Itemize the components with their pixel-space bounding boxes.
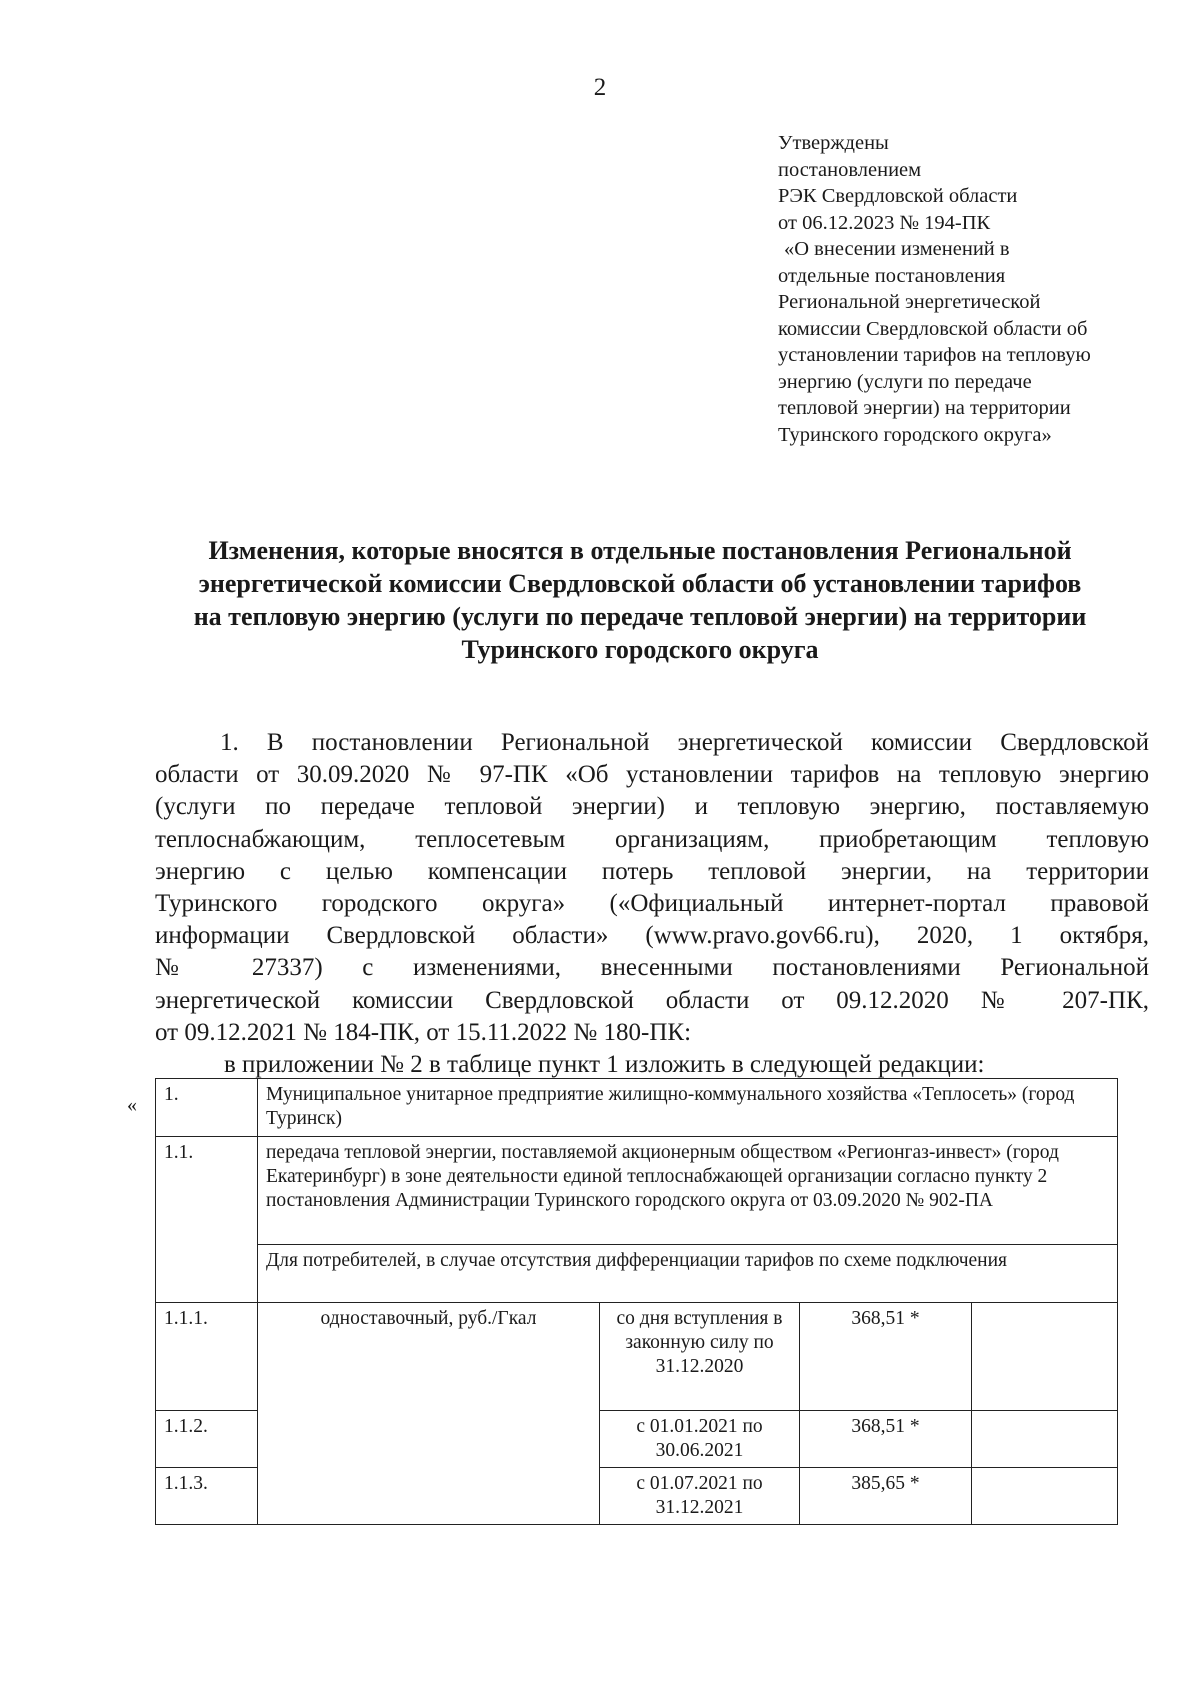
approval-line: «О внесении изменений в xyxy=(784,238,1010,260)
title-line: Изменения, которые вносятся в отдельные постановления Региональной xyxy=(208,536,1072,565)
table-row xyxy=(156,1137,1118,1245)
tariff-table xyxy=(155,1078,1118,1525)
table-intro: в приложении № 2 в таблице пункт 1 изложить в следующей редакции: xyxy=(224,1051,985,1078)
tariff-value: 385,65 * xyxy=(800,1468,972,1525)
table-row xyxy=(156,1303,1118,1411)
approval-line: постановлением xyxy=(778,158,922,181)
paragraph-line: энергию с целью компенсации потерь тепловой энергии, на территории xyxy=(155,857,1149,885)
opening-quote: « xyxy=(127,1094,137,1116)
title-line: на тепловую энергию (услуги по передаче тепловой энергии) на территории xyxy=(193,602,1087,631)
approval-line: Утверждены xyxy=(778,132,889,154)
page-number: 2 xyxy=(593,74,607,101)
row-number: 1.1.3. xyxy=(156,1468,258,1525)
approval-line: комиссии Свердловской области об xyxy=(778,317,1088,340)
document-title xyxy=(140,534,1140,666)
paragraph-line: № 27337) с изменениями, внесенными постановлениями Региональной xyxy=(155,954,1149,982)
approval-line: от 06.12.2023 № 194-ПК xyxy=(778,211,991,234)
row-number: 1.1.1. xyxy=(156,1303,258,1411)
empty-cell xyxy=(972,1411,1118,1468)
paragraph-line: теплоснабжающим, теплосетевым организациям, приобретающим тепловую xyxy=(155,825,1149,853)
table-row xyxy=(156,1245,1118,1303)
title-line: Туринского городского округа xyxy=(461,635,819,664)
tariff-value: 368,51 * xyxy=(800,1411,972,1468)
approval-line: установлении тарифов на тепловую xyxy=(778,344,1091,366)
approval-line: РЭК Свердловской области xyxy=(778,185,1018,207)
approval-line: энергию (услуги по передаче xyxy=(778,370,1032,393)
paragraph-line: от 09.12.2021 № 184-ПК, от 15.11.2022 № 180-ПК: xyxy=(155,1018,692,1046)
tariff-period: с 01.07.2021 по 31.12.2021 xyxy=(600,1468,800,1525)
row-number: 1.1.2. xyxy=(156,1411,258,1468)
paragraph-line: информации Свердловской области» (www.pravo.gov66.ru), 2020, 1 октября, xyxy=(155,922,1149,950)
row-number: 1.1. xyxy=(156,1137,258,1303)
row-number: 1. xyxy=(156,1079,258,1137)
tariff-period: с 01.01.2021 по 30.06.2021 xyxy=(600,1411,800,1468)
title-line: энергетической комиссии Свердловской области об установлении тарифов xyxy=(198,569,1082,598)
paragraph-line: 1. В постановлении Региональной энергетической комиссии Свердловской xyxy=(220,729,1149,756)
empty-cell xyxy=(972,1303,1118,1411)
paragraph-line: области от 30.09.2020 № 97-ПК «Об установлении тарифов на тепловую энергию xyxy=(155,761,1149,789)
paragraph-line: (услуги по передаче тепловой энергии) и тепловую энергию, поставляемую xyxy=(155,793,1149,821)
approval-line: тепловой энергии) на территории xyxy=(778,397,1071,419)
tariff-value: 368,51 * xyxy=(800,1303,972,1411)
organization-name: Муниципальное унитарное предприятие жилищно-коммунального хозяйства «Теплосеть» (город Туринск) xyxy=(258,1079,1118,1137)
approval-line: Туринского городского округа» xyxy=(778,423,1052,446)
consumer-category: Для потребителей, в случае отсутствия дифференциации тарифов по схеме подключения xyxy=(258,1245,1118,1303)
service-description: передача тепловой энергии, поставляемой акционерным обществом «Регионгаз-инвест» (город Екатеринбург) в зоне деятельности единой теплоснабжающей организации согласно пункту 2 постановления Администрации Туринского городского округа от 03.09.2020 № 902-ПА xyxy=(258,1137,1118,1245)
approval-block xyxy=(778,130,1178,448)
empty-cell xyxy=(972,1468,1118,1525)
tariff-period: со дня вступления в законную силу по 31.12.2020 xyxy=(600,1303,800,1411)
paragraph-line: Туринского городского округа» («Официальный интернет-портал правовой xyxy=(155,890,1149,918)
approval-line: отдельные постановления xyxy=(778,264,1006,287)
paragraph-line: энергетической комиссии Свердловской области от 09.12.2020 № 207-ПК, xyxy=(155,986,1149,1014)
tariff-type: одноставочный, руб./Гкал xyxy=(258,1303,600,1525)
body-paragraph xyxy=(155,727,1149,1049)
approval-line: Региональной энергетической xyxy=(778,291,1041,313)
table-row xyxy=(156,1079,1118,1137)
